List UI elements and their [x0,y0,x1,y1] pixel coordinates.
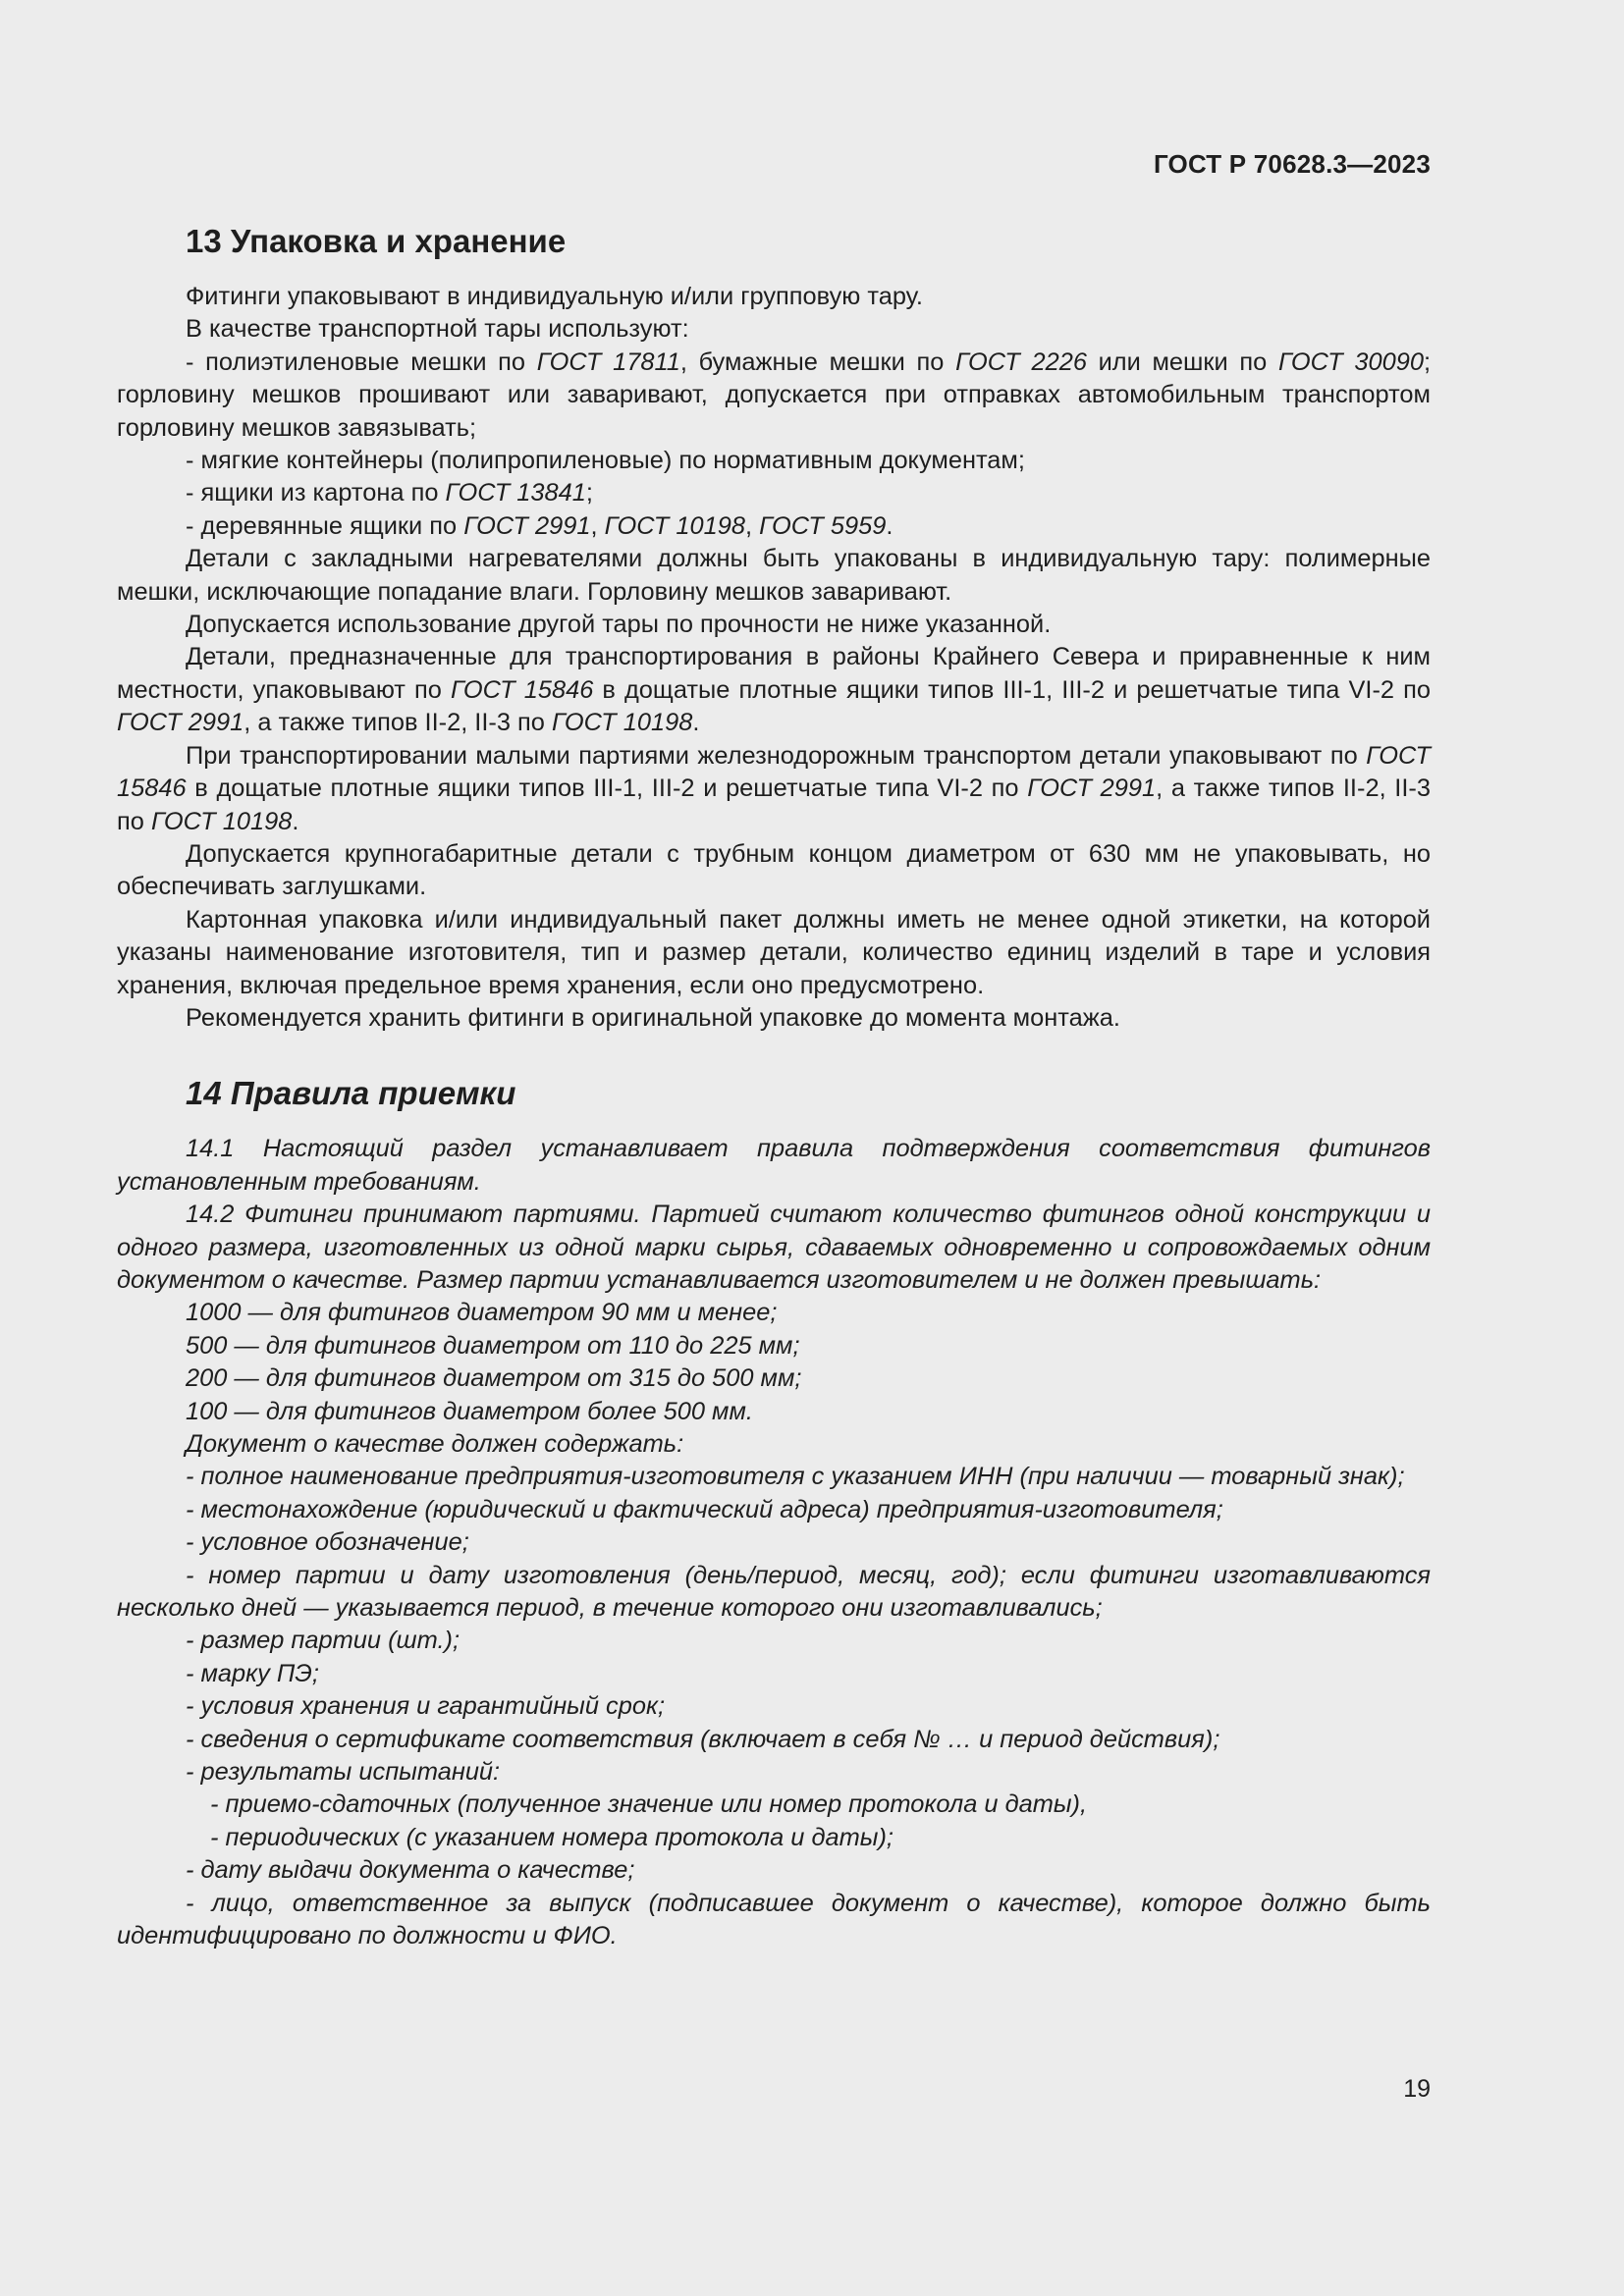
list-item: - условия хранения и гарантийный срок; [186,1692,666,1721]
list-item: - сведения о сертификате соответствия (включает в себя № … и период действия); [186,1725,1220,1753]
paragraph: При транспортировании малыми партиями железнодорожным транспортом детали упаковывают по ГОСТ 15846 в дощатые плотные ящики типов III-1, III-2 и решетчатые типа VI-2 по ГОСТ 2991, а также типов II-2, II-3 по ГОСТ 10198. [117,741,1431,835]
page-content [117,222,1431,1953]
gost-reference: ГОСТ 10198 [604,511,745,540]
gost-reference: ГОСТ 17811 [536,347,680,376]
gost-reference: ГОСТ 2991 [1027,774,1157,803]
list-item: - условное обозначение; [186,1528,469,1557]
list-item: - размер партии (шт.); [186,1627,460,1655]
paragraph: В качестве транспортной тары используют: [186,315,689,344]
paragraph: Допускается крупногабаритные детали с трубным концом диаметром от 630 мм не упаковывать, но обеспечивать заглушками. [117,839,1431,901]
paragraph: Фитинги упаковывают в индивидуальную и/или групповую тару. [186,283,923,310]
gost-reference: ГОСТ 5959 [759,511,887,540]
paragraph: 14.1 Настоящий раздел устанавливает правила подтверждения соответствия фитингов установленным требованиям. [117,1135,1431,1196]
paragraph: Допускается использование другой тары по прочности не ниже указанной. [186,611,1052,639]
list-item: - мягкие контейнеры (полипропиленовые) по нормативным документам; [186,447,1025,475]
section-14-title: 14 Правила приемки [186,1075,516,1112]
section-14-body [117,1133,1431,1952]
lot-size-item: 1000 — для фитингов диаметром 90 мм и менее; [186,1299,778,1327]
section-13-title: 13 Упаковка и хранение [186,223,567,259]
list-item: - ящики из картона по ГОСТ 13841; [186,479,593,507]
gost-reference: ГОСТ 13841 [445,479,586,507]
gost-reference: ГОСТ 30090 [1277,347,1424,376]
gost-reference: ГОСТ 2226 [955,347,1087,376]
gost-reference: ГОСТ 10198 [150,807,293,835]
sub-list-item: - периодических (с указанием номера протокола и даты); [210,1823,893,1851]
document-code: ГОСТ Р 70628.3—2023 [1153,149,1431,179]
list-item: - марку ПЭ; [186,1659,319,1687]
sub-list-item: - приемо-сдаточных (полученное значение или номер протокола и даты), [210,1790,1088,1819]
gost-reference: ГОСТ 2991 [117,709,244,737]
paragraph: Документ о качестве должен содержать: [186,1430,684,1458]
list-item: - лицо, ответственное за выпуск (подписавшее документ о качестве), которое должно быть идентифицировано по должности и ФИО. [117,1889,1431,1950]
lot-size-item: 500 — для фитингов диаметром от 110 до 225 мм; [186,1331,800,1360]
paragraph: Рекомендуется хранить фитинги в оригинальной упаковке до момента монтажа. [186,1003,1120,1032]
gost-reference: ГОСТ 10198 [551,709,693,737]
list-item: - полное наименование предприятия-изготовителя с указанием ИНН (при наличии — товарный знак); [186,1463,1405,1491]
list-item: - местонахождение (юридический и фактический адреса) предприятия-изготовителя; [186,1495,1223,1523]
page-number: 19 [1403,2075,1431,2103]
gost-reference: ГОСТ 2991 [463,511,591,540]
gost-reference: ГОСТ 15846 [117,741,1431,803]
paragraph: 14.2 Фитинги принимают партиями. Партией считают количество фитингов одной конструкции и одного размера, изготовленных из одной марки сырья, сдаваемых одновременно и сопровождаемых одним документом о качестве. Размер партии устанавливается изготовителем и не должен превышать: [117,1201,1431,1294]
paragraph: Картонная упаковка и/или индивидуальный пакет должны иметь не менее одной этикетки, на которой указаны наименование изготовителя, тип и размер детали, количество единиц изделий в таре и условия хранения, включая предельное время хранения, если оно предусмотрено. [117,905,1431,999]
lot-size-item: 100 — для фитингов диаметром более 500 мм. [186,1397,753,1425]
paragraph: Детали, предназначенные для транспортирования в районы Крайнего Севера и приравненные к ним местности, упаковывают по ГОСТ 15846 в дощатые плотные ящики типов III-1, III-2 и решетчатые типа VI-2 по ГОСТ 2991, а также типов II-2, II-3 по ГОСТ 10198. [117,643,1431,737]
list-item: - номер партии и дату изготовления (день/период, месяц, год); если фитинги изготавливаются несколько дней — указывается период, в течение которого они изготавливались; [117,1561,1431,1623]
list-item: - дату выдачи документа о качестве; [186,1856,635,1885]
gost-reference: ГОСТ 15846 [450,675,594,704]
paragraph: Детали с закладными нагревателями должны быть упакованы в индивидуальную тару: полимерные мешки, исключающие попадание влаги. Горловину мешков заваривают. [117,545,1431,606]
list-item: - деревянные ящики по ГОСТ 2991, ГОСТ 10198, ГОСТ 5959. [186,511,893,540]
lot-size-item: 200 — для фитингов диаметром от 315 до 500 мм; [186,1364,802,1393]
list-item: - результаты испытаний: [186,1758,501,1787]
list-item: - полиэтиленовые мешки по ГОСТ 17811, бумажные мешки по ГОСТ 2226 или мешки по ГОСТ 30090; горловину мешков прошивают или заваривают, допускается при отправках автомобильным транспортом горловину мешков завязывать; [117,347,1431,442]
